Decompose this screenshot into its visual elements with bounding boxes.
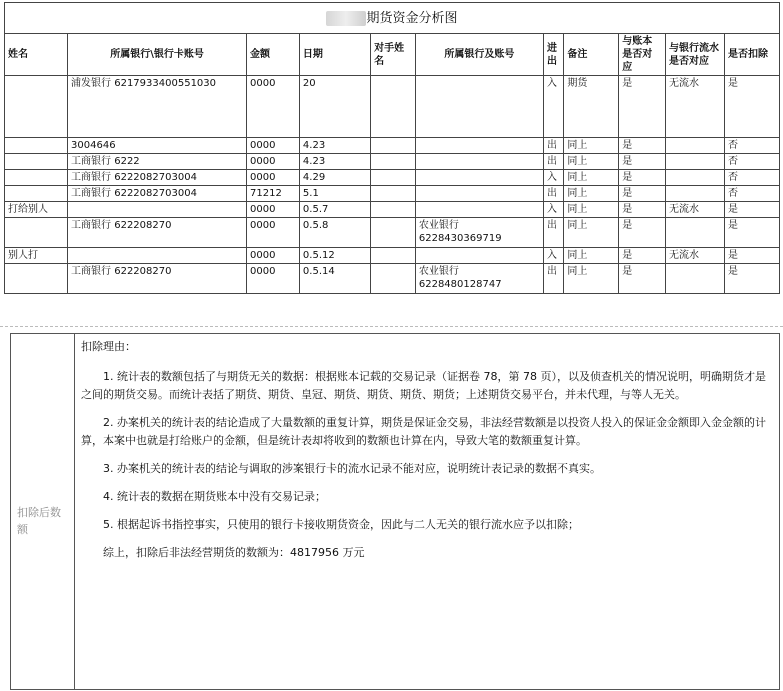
cell-date: 0.5.7 (299, 202, 370, 218)
header-flow: 与银行流水是否对应 (666, 34, 725, 76)
cell-amount: 71212 (247, 186, 300, 202)
cell-counter (371, 154, 416, 170)
cell-bank (68, 248, 247, 264)
cell-deduct: 是 (725, 218, 780, 248)
cell-io: 入 (544, 170, 564, 186)
cell-counter-bank: 农业银行 6228430369719 (415, 218, 543, 248)
cell-counter-bank: 农业银行 6228480128747 (415, 264, 543, 294)
cell-flow (666, 138, 725, 154)
cell-name (5, 186, 68, 202)
cell-note: 期货 (564, 76, 619, 138)
cell-io: 出 (544, 264, 564, 294)
cell-bank: 工商银行 6222 (68, 154, 247, 170)
header-counterparty: 对手姓名 (371, 34, 416, 76)
cell-counter-bank (415, 170, 543, 186)
cell-deduct: 否 (725, 154, 780, 170)
table-row (5, 248, 780, 264)
cell-flow: 无流水 (666, 248, 725, 264)
cell-bank: 工商银行 6222082703004 (68, 186, 247, 202)
deduction-label-cell (11, 334, 75, 689)
cell-ledger: 是 (619, 218, 666, 248)
cell-io: 出 (544, 154, 564, 170)
reason-paragraph: 1. 统计表的数额包括了与期货无关的数据：根据账本记载的交易记录（证据卷 78，第 78 页），以及侦查机关的情况说明，明确期货才是之间的期货交易。而统计表括了期货、期货、皇冠、期货、期货、期货、期货；上述期货交易平台，并未代理，与等人无关。 (81, 370, 766, 401)
cell-counter-bank (415, 248, 543, 264)
cell-name: 打给别人 (5, 202, 68, 218)
cell-counter-bank (415, 202, 543, 218)
reason-paragraph: 5. 根据起诉书指控事实，只使用的银行卡接收期货资金，因此与二人无关的银行流水应予以扣除； (103, 518, 579, 531)
cell-amount: 0000 (247, 138, 300, 154)
cell-note: 同上 (564, 202, 619, 218)
header-deduct: 是否扣除 (725, 34, 780, 76)
cell-ledger: 是 (619, 154, 666, 170)
cell-name (5, 264, 68, 294)
cell-counter (371, 264, 416, 294)
table-row (5, 76, 780, 138)
cell-flow (666, 170, 725, 186)
fund-analysis-table (4, 2, 780, 294)
cell-date: 0.5.8 (299, 218, 370, 248)
cell-io: 出 (544, 138, 564, 154)
cell-name (5, 170, 68, 186)
cell-deduct: 是 (725, 76, 780, 138)
cell-note: 同上 (564, 138, 619, 154)
table-row (5, 186, 780, 202)
cell-note: 同上 (564, 170, 619, 186)
cell-amount: 0000 (247, 154, 300, 170)
cell-note: 同上 (564, 264, 619, 294)
cell-bank: 工商银行 622208270 (68, 218, 247, 248)
header-name: 姓名 (5, 34, 68, 76)
table-row (5, 138, 780, 154)
reason-paragraph: 4. 统计表的数据在期货账本中没有交易记录； (103, 490, 326, 503)
cell-counter-bank (415, 186, 543, 202)
table-row (5, 154, 780, 170)
cell-note: 同上 (564, 186, 619, 202)
header-row (5, 34, 780, 76)
cell-name (5, 138, 68, 154)
cell-counter (371, 202, 416, 218)
cell-ledger: 是 (619, 170, 666, 186)
cell-amount: 0000 (247, 76, 300, 138)
reason-paragraph: 2. 办案机关的统计表的结论造成了大量数额的重复计算，期货是保证金交易，非法经营数额是以投资人投入的保证金金额即入金金额的计算，本案中也就是打给账户的金额，但是统计表却将收到的数额也计算在内，导致大笔的数额重复计算。 (81, 416, 766, 447)
cell-note: 同上 (564, 154, 619, 170)
cell-counter (371, 76, 416, 138)
cell-name (5, 154, 68, 170)
cell-deduct: 否 (725, 138, 780, 154)
deduction-label: 扣除后数额 (17, 506, 61, 536)
cell-io: 入 (544, 202, 564, 218)
deduction-section (10, 333, 780, 690)
cell-note: 同上 (564, 248, 619, 264)
cell-amount: 0000 (247, 264, 300, 294)
cell-flow: 无流水 (666, 76, 725, 138)
cell-bank (68, 202, 247, 218)
table-row (5, 264, 780, 294)
reason-heading: 扣除理由： (81, 340, 136, 353)
cell-name: 别人打 (5, 248, 68, 264)
cell-date: 5.1 (299, 186, 370, 202)
deduction-reasons (81, 338, 773, 572)
cell-name (5, 218, 68, 248)
cell-io: 出 (544, 186, 564, 202)
cell-bank: 工商银行 6222082703004 (68, 170, 247, 186)
cell-counter (371, 138, 416, 154)
cell-counter-bank (415, 138, 543, 154)
cell-deduct: 否 (725, 170, 780, 186)
cell-ledger: 是 (619, 248, 666, 264)
cell-counter (371, 218, 416, 248)
header-date: 日期 (299, 34, 370, 76)
cell-counter-bank (415, 154, 543, 170)
reason-paragraph: 3. 办案机关的统计表的结论与调取的涉案银行卡的流水记录不能对应，说明统计表记录的数据不真实。 (103, 462, 601, 475)
cell-deduct: 是 (725, 264, 780, 294)
cell-ledger: 是 (619, 138, 666, 154)
header-amount: 金额 (247, 34, 300, 76)
table-title: 期货资金分析图 (5, 3, 780, 34)
cell-name (5, 76, 68, 138)
cell-date: 0.5.12 (299, 248, 370, 264)
cell-flow: 无流水 (666, 202, 725, 218)
header-counter-bank: 所属银行及账号 (415, 34, 543, 76)
table-row (5, 202, 780, 218)
cell-flow (666, 218, 725, 248)
cell-flow (666, 186, 725, 202)
cell-flow (666, 154, 725, 170)
cell-counter (371, 186, 416, 202)
cell-ledger: 是 (619, 264, 666, 294)
cell-counter (371, 170, 416, 186)
header-io: 进出 (544, 34, 564, 76)
cell-io: 出 (544, 218, 564, 248)
page-divider (0, 326, 783, 327)
cell-ledger: 是 (619, 202, 666, 218)
header-ledger: 与账本是否对应 (619, 34, 666, 76)
cell-date: 4.23 (299, 138, 370, 154)
reason-conclusion: 综上，扣除后非法经营期货的数额为：4817956 万元 (103, 546, 365, 559)
cell-date: 0.5.14 (299, 264, 370, 294)
cell-amount: 0000 (247, 218, 300, 248)
header-bank: 所属银行\银行卡账号 (68, 34, 247, 76)
table-row (5, 218, 780, 248)
cell-date: 4.23 (299, 154, 370, 170)
cell-deduct: 是 (725, 248, 780, 264)
cell-amount: 0000 (247, 248, 300, 264)
cell-bank: 浦发银行 6217933400551030 (68, 76, 247, 138)
cell-deduct: 否 (725, 186, 780, 202)
header-note: 备注 (564, 34, 619, 76)
cell-amount: 0000 (247, 202, 300, 218)
cell-date: 4.29 (299, 170, 370, 186)
cell-io: 入 (544, 76, 564, 138)
cell-bank: 3004646 (68, 138, 247, 154)
cell-deduct: 是 (725, 202, 780, 218)
cell-bank: 工商银行 622208270 (68, 264, 247, 294)
cell-date: 20 (299, 76, 370, 138)
cell-ledger: 是 (619, 76, 666, 138)
cell-io: 入 (544, 248, 564, 264)
cell-amount: 0000 (247, 170, 300, 186)
cell-ledger: 是 (619, 186, 666, 202)
cell-counter (371, 248, 416, 264)
cell-note: 同上 (564, 218, 619, 248)
table-row (5, 170, 780, 186)
cell-flow (666, 264, 725, 294)
cell-counter-bank (415, 76, 543, 138)
